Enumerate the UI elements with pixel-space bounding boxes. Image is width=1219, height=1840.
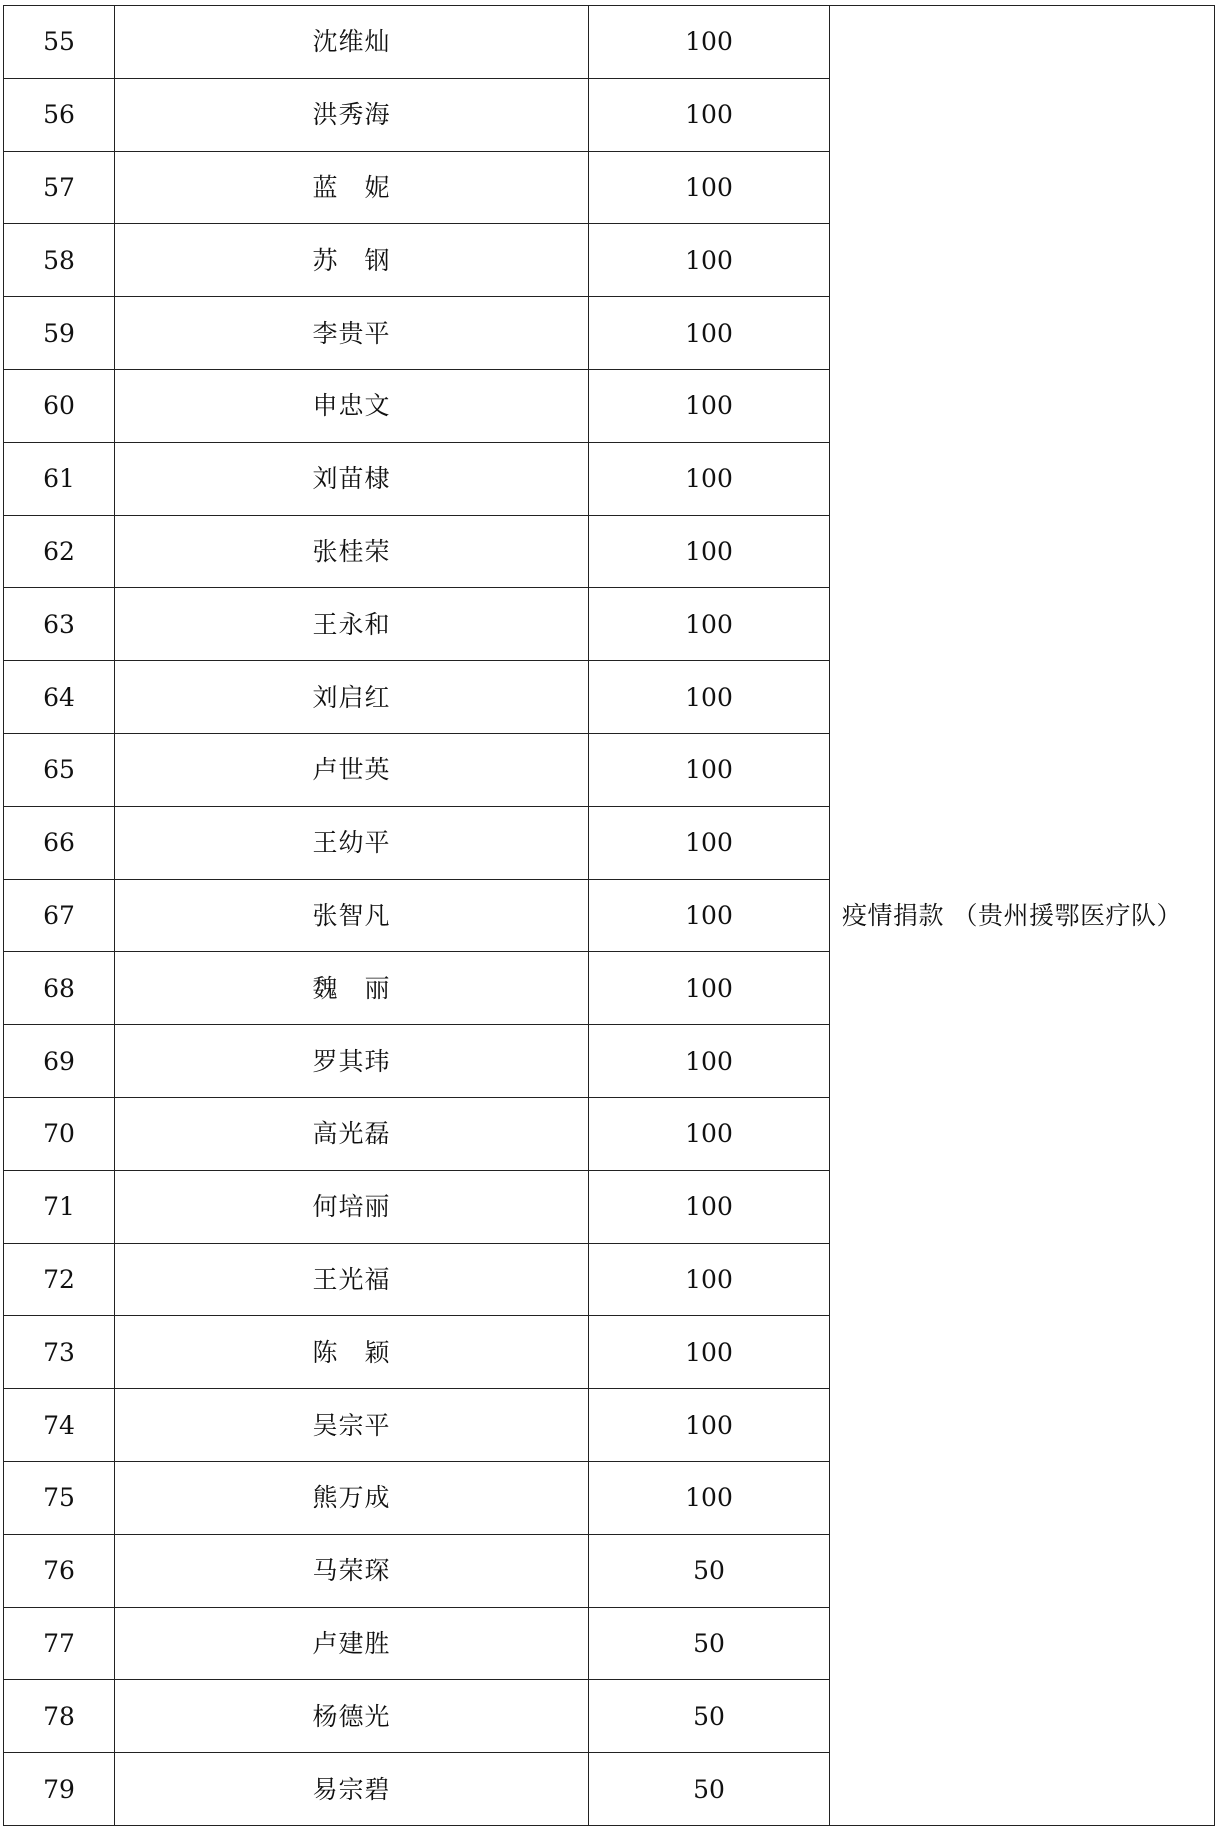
table-row <box>4 6 1215 79</box>
row-number-cell: 57 <box>4 151 115 224</box>
donation-amount-cell: 100 <box>589 733 830 806</box>
donation-amount-cell: 100 <box>589 1316 830 1389</box>
row-number-cell: 71 <box>4 1170 115 1243</box>
donation-amount-cell: 100 <box>589 297 830 370</box>
donor-name-cell: 吴宗平 <box>115 1389 589 1462</box>
row-number-cell: 70 <box>4 1097 115 1170</box>
donor-name-cell: 马荣琛 <box>115 1534 589 1607</box>
row-number-cell: 69 <box>4 1025 115 1098</box>
donation-amount-cell: 100 <box>589 952 830 1025</box>
donation-amount-cell: 100 <box>589 224 830 297</box>
donor-name-cell: 陈 颖 <box>115 1316 589 1389</box>
donation-amount-cell: 100 <box>589 515 830 588</box>
donation-amount-cell: 100 <box>589 151 830 224</box>
donor-name-cell: 卢建胜 <box>115 1607 589 1680</box>
donation-amount-cell: 50 <box>589 1534 830 1607</box>
row-number-cell: 67 <box>4 879 115 952</box>
row-number-cell: 58 <box>4 224 115 297</box>
donation-amount-cell: 100 <box>589 1170 830 1243</box>
row-number-cell: 55 <box>4 6 115 79</box>
donation-amount-cell: 50 <box>589 1607 830 1680</box>
donor-name-cell: 蓝 妮 <box>115 151 589 224</box>
donation-amount-cell: 100 <box>589 588 830 661</box>
donation-amount-cell: 100 <box>589 78 830 151</box>
donation-amount-cell: 100 <box>589 442 830 515</box>
row-number-cell: 79 <box>4 1753 115 1826</box>
donor-name-cell: 张智凡 <box>115 879 589 952</box>
donor-name-cell: 李贵平 <box>115 297 589 370</box>
row-number-cell: 63 <box>4 588 115 661</box>
donor-name-cell: 申忠文 <box>115 369 589 442</box>
row-number-cell: 66 <box>4 806 115 879</box>
row-number-cell: 76 <box>4 1534 115 1607</box>
donor-name-cell: 王光福 <box>115 1243 589 1316</box>
row-number-cell: 68 <box>4 952 115 1025</box>
donor-name-cell: 沈维灿 <box>115 6 589 79</box>
row-number-cell: 75 <box>4 1461 115 1534</box>
row-number-cell: 60 <box>4 369 115 442</box>
donor-name-cell: 刘苗棣 <box>115 442 589 515</box>
donor-name-cell: 熊万成 <box>115 1461 589 1534</box>
donor-name-cell: 罗其玮 <box>115 1025 589 1098</box>
donation-amount-cell: 100 <box>589 1243 830 1316</box>
row-number-cell: 56 <box>4 78 115 151</box>
row-number-cell: 59 <box>4 297 115 370</box>
donor-name-cell: 王幼平 <box>115 806 589 879</box>
row-number-cell: 64 <box>4 661 115 734</box>
donor-name-cell: 卢世英 <box>115 733 589 806</box>
donation-amount-cell: 100 <box>589 1461 830 1534</box>
donation-amount-cell: 100 <box>589 879 830 952</box>
donor-name-cell: 易宗碧 <box>115 1753 589 1826</box>
donor-name-cell: 洪秀海 <box>115 78 589 151</box>
donor-name-cell: 王永和 <box>115 588 589 661</box>
donation-amount-cell: 100 <box>589 1025 830 1098</box>
donation-amount-cell: 100 <box>589 1097 830 1170</box>
row-number-cell: 77 <box>4 1607 115 1680</box>
row-number-cell: 72 <box>4 1243 115 1316</box>
row-number-cell: 62 <box>4 515 115 588</box>
row-number-cell: 61 <box>4 442 115 515</box>
donation-amount-cell: 100 <box>589 6 830 79</box>
donor-name-cell: 高光磊 <box>115 1097 589 1170</box>
donation-amount-cell: 100 <box>589 661 830 734</box>
donor-name-cell: 苏 钢 <box>115 224 589 297</box>
donation-note-cell: 疫情捐款 （贵州援鄂医疗队） <box>830 6 1215 1826</box>
row-number-cell: 78 <box>4 1680 115 1753</box>
donation-table <box>3 5 1215 1826</box>
donation-amount-cell: 50 <box>589 1680 830 1753</box>
donor-name-cell: 何培丽 <box>115 1170 589 1243</box>
donation-amount-cell: 50 <box>589 1753 830 1826</box>
donation-table-body <box>4 6 1215 1826</box>
row-number-cell: 73 <box>4 1316 115 1389</box>
donor-name-cell: 刘启红 <box>115 661 589 734</box>
donor-name-cell: 杨德光 <box>115 1680 589 1753</box>
row-number-cell: 74 <box>4 1389 115 1462</box>
row-number-cell: 65 <box>4 733 115 806</box>
donor-name-cell: 魏 丽 <box>115 952 589 1025</box>
donation-amount-cell: 100 <box>589 369 830 442</box>
donor-name-cell: 张桂荣 <box>115 515 589 588</box>
donation-amount-cell: 100 <box>589 806 830 879</box>
donation-amount-cell: 100 <box>589 1389 830 1462</box>
